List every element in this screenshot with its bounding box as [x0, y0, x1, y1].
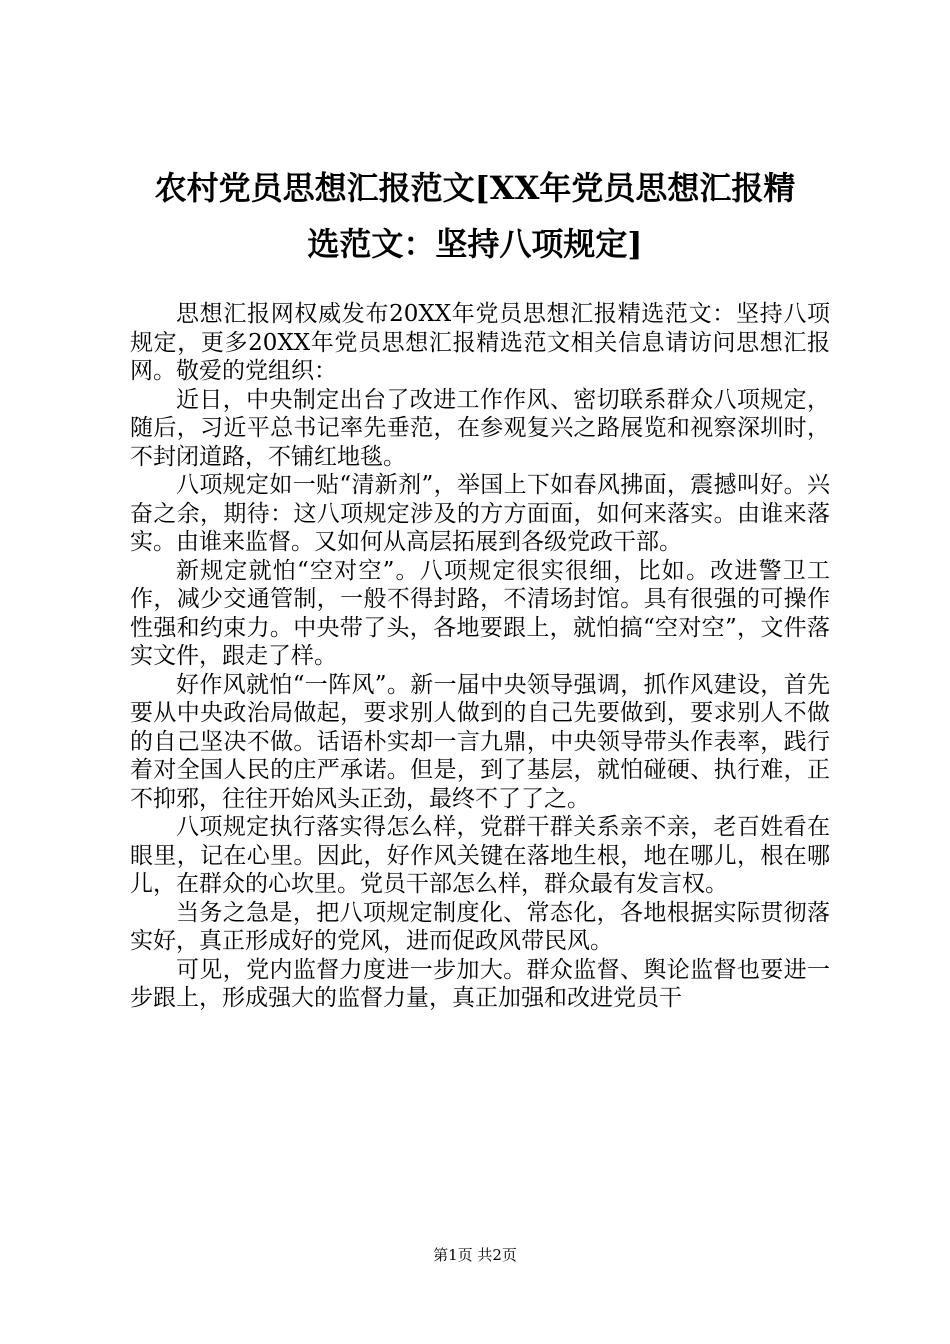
- paragraph: 思想汇报网权威发布20XX年党员思想汇报精选范文：坚持八项规定，更多20XX年党员思想汇报精选范文相关信息请访问思想汇报网。敬爱的党组织：: [130, 301, 830, 384]
- paragraph: 八项规定如一贴“清新剂”，举国上下如春风拂面，震撼叫好。兴奋之余，期待：这八项规定涉及的方方面面，如何来落实。由谁来落实。由谁来监督。又如何从高层拓展到各级党政干部。: [130, 472, 830, 555]
- paragraph: 近日，中央制定出台了改进工作作风、密切联系群众八项规定，随后，习近平总书记率先垂范，在参观复兴之路展览和视察深圳时，不封闭道路，不铺红地毯。: [130, 386, 830, 470]
- page-footer: 第1页 共2页: [433, 1246, 517, 1264]
- title-line-2: 选范文：坚持八项规定]: [307, 225, 643, 263]
- document-body: [130, 300, 830, 1013]
- paragraph: 好作风就怕“一阵风”。新一届中央领导强调，抓作风建设，首先要从中央政治局做起，要求别人做到的自己先要做到，要求别人不做的自己坚决不做。话语朴实却一言九鼎，中央领导带头作表率，践行着对全国人民的庄严承诺。但是，到了基层，就怕碰硬、执行难，正不抑邪，往往开始风头正劲，最终不了了之。: [130, 671, 830, 812]
- title-line-1: 农村党员思想汇报范文[XX年党员思想汇报精: [154, 169, 796, 207]
- paragraph: 新规定就怕“空对空”。八项规定很实很细，比如。改进警卫工作，减少交通管制，一般不得封路，不清场封馆。具有很强的可操作性强和约束力。中央带了头，各地要跟上，就怕搞“空对空”，文件落实文件，跟走了样。: [130, 557, 830, 669]
- paragraph: 八项规定执行落实得怎么样，党群干群关系亲不亲，老百姓看在眼里，记在心里。因此，好作风关键在落地生根，地在哪儿，根在哪儿，在群众的心坎里。党员干部怎么样，群众最有发言权。: [130, 814, 830, 897]
- document-title: [120, 160, 830, 272]
- paragraph: 当务之急是，把八项规定制度化、常态化，各地根据实际贯彻落实好，真正形成好的党风，进而促政风带民风。: [130, 899, 830, 954]
- paragraph: 可见，党内监督力度进一步加大。群众监督、舆论监督也要进一步跟上，形成强大的监督力量，真正加强和改进党员干: [130, 956, 830, 1011]
